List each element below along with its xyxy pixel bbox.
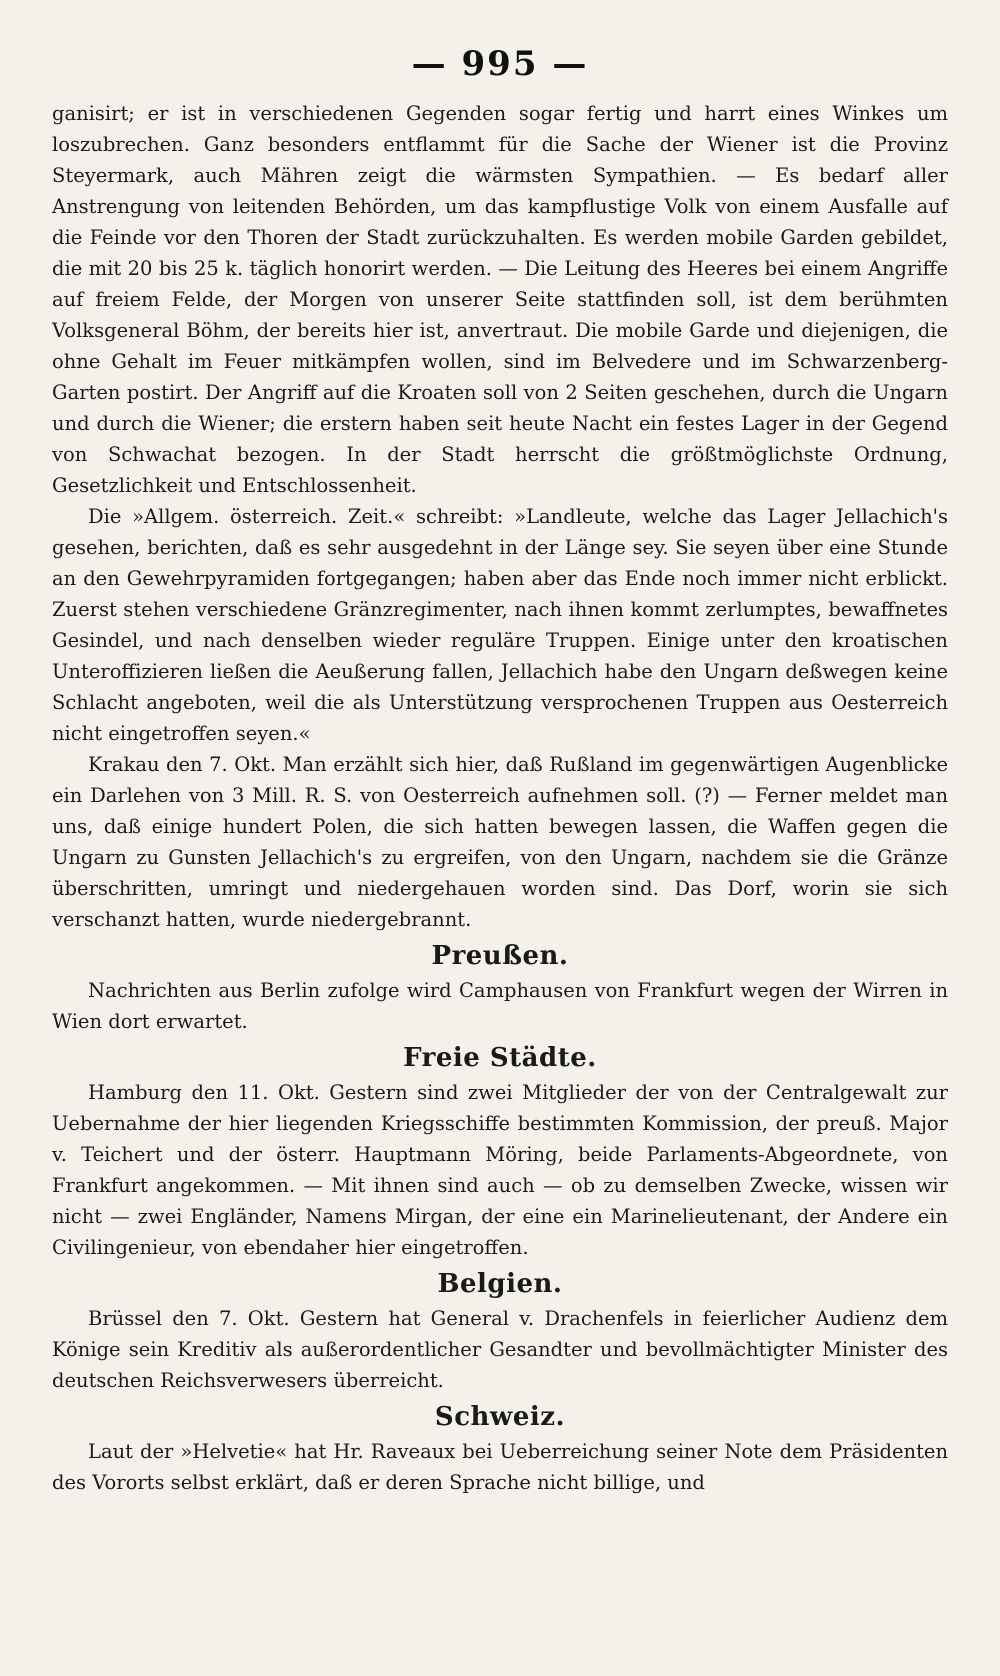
section-heading-belgien: Belgien. [437,1269,563,1299]
paragraph: Krakau den 7. Okt. Man erzählt sich hier, daß Rußland im gegenwärtigen Augenblicke ein Darlehen von 3 Mill. R. S. von Oesterreich aufnehmen soll. (?) — Ferner meldet man uns, daß einige hundert Polen, die sich hatten bewegen lassen, die Waffen gegen die Ungarn zu Gunsten Jellachich's zu ergreifen, von den Ungarn, nachdem sie die Gränze überschritten, umringt und niedergehauen worden sind. Das Dorf, worin sie sich verschanzt hatten, wurde niedergebrannt. [52,753,948,931]
paragraph: Brüssel den 7. Okt. Gestern hat General v. Drachenfels in feierlicher Audienz dem Könige sein Kreditiv als außerordentlicher Gesandter und bevollmächtigter Minister des deutschen Reichsverwesers überreicht. [52,1307,948,1392]
article-column [52,98,948,1498]
page-number: — 995 — [411,44,589,84]
section-heading-freie-staedte: Freie Städte. [403,1043,597,1073]
paragraph: Nachrichten aus Berlin zufolge wird Camphausen von Frankfurt wegen der Wirren in Wien dort erwartet. [52,979,948,1033]
paragraph: Laut der »Helvetie« hat Hr. Raveaux bei Ueberreichung seiner Note dem Präsidenten des Vororts selbst erklärt, daß er deren Sprache nicht billige, und [52,1440,948,1494]
paragraph: Die »Allgem. österreich. Zeit.« schreibt: »Landleute, welche das Lager Jellachich's gesehen, berichten, daß es sehr ausgedehnt in der Länge sey. Sie seyen über eine Stunde an den Gewehrpyramiden fortgegangen; haben aber das Ende noch immer nicht erblickt. Zuerst stehen verschiedene Gränzregimenter, nach ihnen kommt zerlumptes, bewaffnetes Gesindel, und nach denselben wieder reguläre Truppen. Einige unter den kroatischen Unteroffizieren ließen die Aeußerung fallen, Jellachich habe den Ungarn deßwegen keine Schlacht angeboten, weil die als Unterstützung versprochenen Truppen aus Oesterreich nicht eingetroffen seyen.« [52,505,948,745]
section-heading-schweiz: Schweiz. [434,1402,566,1432]
paragraph: ganisirt; er ist in verschiedenen Gegenden sogar fertig und harrt eines Winkes um loszubrechen. Ganz besonders entflammt für die Sache der Wiener ist die Provinz Steyermark, auch Mähren zeigt die wärmsten Sympathien. — Es bedarf aller Anstrengung von leitenden Behörden, um das kampflustige Volk von einem Ausfalle auf die Feinde vor den Thoren der Stadt zurückzuhalten. Es werden mobile Garden gebildet, die mit 20 bis 25 k. täglich honorirt werden. — Die Leitung des Heeres bei einem Angriffe auf freiem Felde, der Morgen von unserer Seite stattfinden soll, ist dem berühmten Volksgeneral Böhm, der bereits hier ist, anvertraut. Die mobile Garde und diejenigen, die ohne Gehalt im Feuer mitkämpfen wollen, sind im Belvedere und im Schwarzenberg-Garten postirt. Der Angriff auf die Kroaten soll von 2 Seiten geschehen, durch die Ungarn und durch die Wiener; die erstern haben seit heute Nacht ein festes Lager in der Gegend von Schwachat bezogen. In der Stadt herrscht die größtmöglichste Ordnung, Gesetzlichkeit und Entschlossenheit. [52,102,948,497]
paragraph: Hamburg den 11. Okt. Gestern sind zwei Mitglieder der von der Centralgewalt zur Uebernahme der hier liegenden Kriegsschiffe bestimmten Kommission, der preuß. Major v. Teichert und der österr. Hauptmann Möring, beide Parlaments-Abgeordnete, von Frankfurt angekommen. — Mit ihnen sind auch — ob zu demselben Zwecke, wissen wir nicht — zwei Engländer, Namens Mirgan, der eine ein Marinelieutenant, der Andere ein Civilingenieur, von ebendaher hier eingetroffen. [52,1081,948,1259]
section-heading-preussen: Preußen. [431,941,569,971]
